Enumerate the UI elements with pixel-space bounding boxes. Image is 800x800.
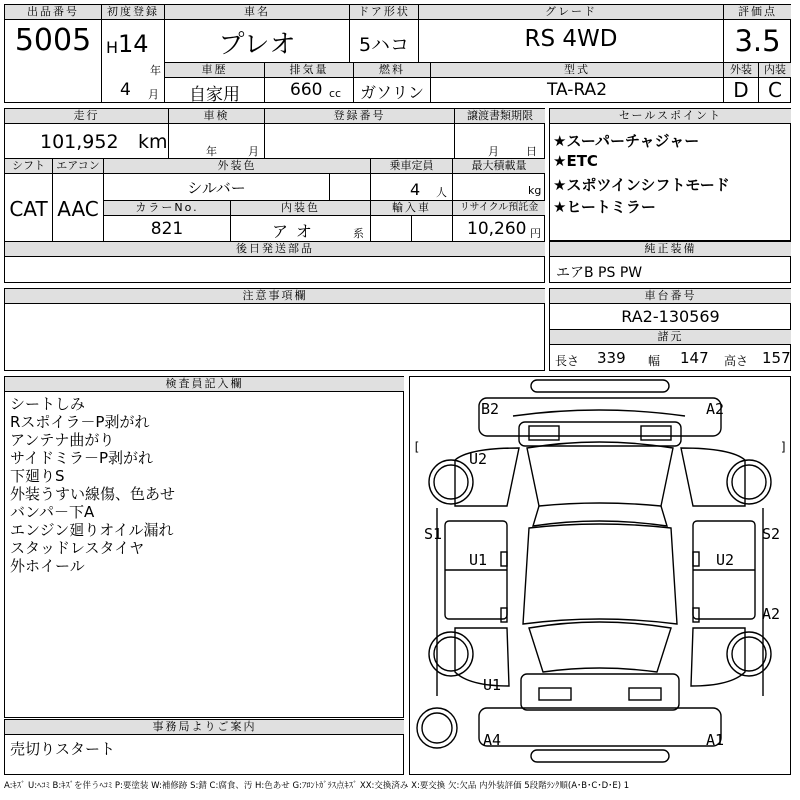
displacement-unit: cc bbox=[329, 87, 342, 100]
car-name-header: 車名 bbox=[165, 5, 349, 20]
transfer-month-unit: 月 bbox=[488, 145, 499, 158]
ext-color-header: 外装色 bbox=[104, 159, 370, 174]
int-color-value: アオ bbox=[272, 222, 320, 241]
history-header: 車歴 bbox=[165, 63, 264, 78]
displacement-value: 660 bbox=[290, 80, 323, 100]
door-header: ドア形状 bbox=[350, 5, 418, 20]
inspector-line: 外ホイール bbox=[10, 557, 85, 575]
first-reg-era: H bbox=[106, 38, 119, 57]
grade-header: グレード bbox=[419, 5, 723, 20]
displacement-header: 排気量 bbox=[265, 63, 353, 78]
mileage-header: 走行 bbox=[5, 109, 168, 124]
car-name: プレオ bbox=[218, 30, 296, 60]
first-reg-month-unit: 月 bbox=[148, 88, 159, 101]
inspection-month-unit: 月 bbox=[248, 145, 259, 158]
fuel-value: ガソリン bbox=[359, 83, 424, 102]
mark-s1: S1 bbox=[424, 525, 443, 543]
score-value: 3.5 bbox=[734, 24, 781, 58]
sales-points-header: セールスポイント bbox=[550, 109, 791, 124]
mark-a1: A1 bbox=[706, 731, 725, 749]
max-load-header: 最大積載量 bbox=[453, 159, 545, 174]
capacity-header: 乗車定員 bbox=[371, 159, 452, 174]
ext-color-value: シルバー bbox=[187, 179, 246, 197]
inspector-header: 検査員記入欄 bbox=[5, 377, 404, 392]
int-score-header: 内装 bbox=[759, 63, 791, 78]
dims-width: 147 bbox=[680, 349, 709, 367]
model-value: TA-RA2 bbox=[546, 80, 608, 100]
ac-header: エアコン bbox=[53, 159, 103, 174]
later-parts-header: 後日発送部品 bbox=[5, 242, 545, 257]
dims-height: 157 bbox=[762, 349, 791, 367]
shift-header: シフト bbox=[5, 159, 52, 174]
reg-no-header: 登録番号 bbox=[265, 109, 454, 124]
score-header: 評価点 bbox=[724, 5, 791, 20]
recycle-header: リサイクル預託金 bbox=[453, 201, 545, 216]
ac-value: AAC bbox=[57, 197, 99, 221]
int-color-unit: 系 bbox=[353, 227, 364, 240]
mark-b2: B2 bbox=[481, 400, 500, 418]
int-score: C bbox=[768, 78, 782, 102]
office-header: 事務局よりご案内 bbox=[5, 720, 404, 735]
color-no-value: 821 bbox=[150, 219, 184, 239]
inspector-line: シートしみ bbox=[10, 395, 86, 413]
sales-point-2: ★ETC bbox=[553, 152, 598, 170]
inspection-year-unit: 年 bbox=[206, 145, 217, 158]
inspector-line: Rスポイラ－P剥がれ bbox=[10, 413, 150, 431]
office-value: 売切りスタート bbox=[10, 740, 116, 758]
history-value: 自家用 bbox=[189, 85, 240, 105]
first-reg-header: 初度登録 bbox=[102, 5, 164, 20]
inspector-line: 下廻りS bbox=[10, 467, 65, 485]
transfer-header: 譲渡書類期限 bbox=[455, 109, 545, 124]
transfer-day-unit: 日 bbox=[526, 145, 537, 158]
dims-length: 339 bbox=[597, 349, 626, 367]
sales-point-3: ★スポツインシフトモード bbox=[553, 176, 730, 194]
recycle-value: 10,260 bbox=[467, 219, 527, 239]
equipment-header: 純正装備 bbox=[550, 242, 791, 257]
dims-header: 諸元 bbox=[550, 330, 791, 345]
grade: RS 4WD bbox=[524, 26, 618, 52]
chassis-header: 車台番号 bbox=[550, 289, 791, 304]
color-no-header: カラーNo. bbox=[104, 201, 230, 216]
bracket-left: [ bbox=[413, 440, 421, 454]
inspector-line: エンジン廻りオイル漏れ bbox=[10, 521, 174, 539]
max-load-unit: kg bbox=[528, 184, 542, 197]
equipment-value: エアB PS PW bbox=[556, 265, 643, 281]
capacity-value: 4 bbox=[410, 180, 421, 199]
shift-value: CAT bbox=[9, 197, 48, 221]
bracket-right: ] bbox=[780, 440, 788, 454]
legend-text: A:ｷｽﾞ U:ﾍｺﾐ B:ｷｽﾞを伴うﾍｺﾐ P:要塗装 W:補修跡 S:錆 C:腐食、汚 H:色あせ G:ﾌﾛﾝﾄｶﾞﾗｽ点ｷｽﾞ XX:交換済み X:要交換 欠:欠品 内外装評価 5段階ﾗﾝｸ順(A･B･C･D･E) 1 bbox=[4, 781, 630, 791]
chassis-value: RA2-130569 bbox=[621, 307, 720, 326]
inspector-line: 外装うすい線傷、色あせ bbox=[10, 485, 176, 503]
mark-u1-mid: U1 bbox=[469, 551, 488, 569]
mark-u2-left: U2 bbox=[469, 450, 488, 468]
dims-width-label: 幅 bbox=[648, 354, 661, 368]
mark-a4: A4 bbox=[483, 731, 502, 749]
mileage-value: 101,952 bbox=[40, 131, 119, 153]
dims-height-label: 高さ bbox=[724, 354, 749, 368]
inspector-lines bbox=[10, 395, 400, 575]
inspector-line: アンテナ曲がり bbox=[10, 431, 115, 449]
first-reg-year-unit: 年 bbox=[150, 64, 161, 77]
sales-point-4: ★ヒートミラー bbox=[553, 198, 656, 216]
mileage-unit: km bbox=[138, 131, 168, 153]
int-color-header: 内装色 bbox=[231, 201, 370, 216]
model-header: 型式 bbox=[431, 63, 723, 78]
import-header: 輸入車 bbox=[371, 201, 452, 216]
lot-number: 5005 bbox=[14, 23, 92, 58]
car-diagram bbox=[409, 376, 791, 775]
notes-header: 注意事項欄 bbox=[5, 289, 545, 304]
mark-u2-right: U2 bbox=[716, 551, 735, 569]
capacity-unit: 人 bbox=[436, 186, 447, 199]
mark-a2-top: A2 bbox=[706, 400, 725, 418]
first-reg-month: 4 bbox=[120, 80, 131, 100]
mark-s2: S2 bbox=[762, 525, 781, 543]
ext-score-header: 外装 bbox=[724, 63, 758, 78]
inspector-line: サイドミラ－P剥がれ bbox=[10, 449, 153, 467]
fuel-header: 燃料 bbox=[354, 63, 430, 78]
sales-point-1: ★スーパーチャジャー bbox=[553, 132, 700, 150]
inspection-header: 車検 bbox=[169, 109, 264, 124]
recycle-unit: 円 bbox=[530, 227, 541, 240]
mark-u1-low: U1 bbox=[483, 676, 502, 694]
door-type: 5ハコ bbox=[358, 34, 410, 56]
dims-length-label: 長さ bbox=[555, 354, 580, 368]
ext-score: D bbox=[733, 78, 749, 102]
inspector-line: スタッドレスタイヤ bbox=[10, 539, 145, 557]
first-reg-year: 14 bbox=[118, 30, 149, 58]
inspector-line: バンパ－下A bbox=[10, 503, 95, 521]
lot-header: 出品番号 bbox=[5, 5, 101, 20]
mark-a2-right: A2 bbox=[762, 605, 781, 623]
